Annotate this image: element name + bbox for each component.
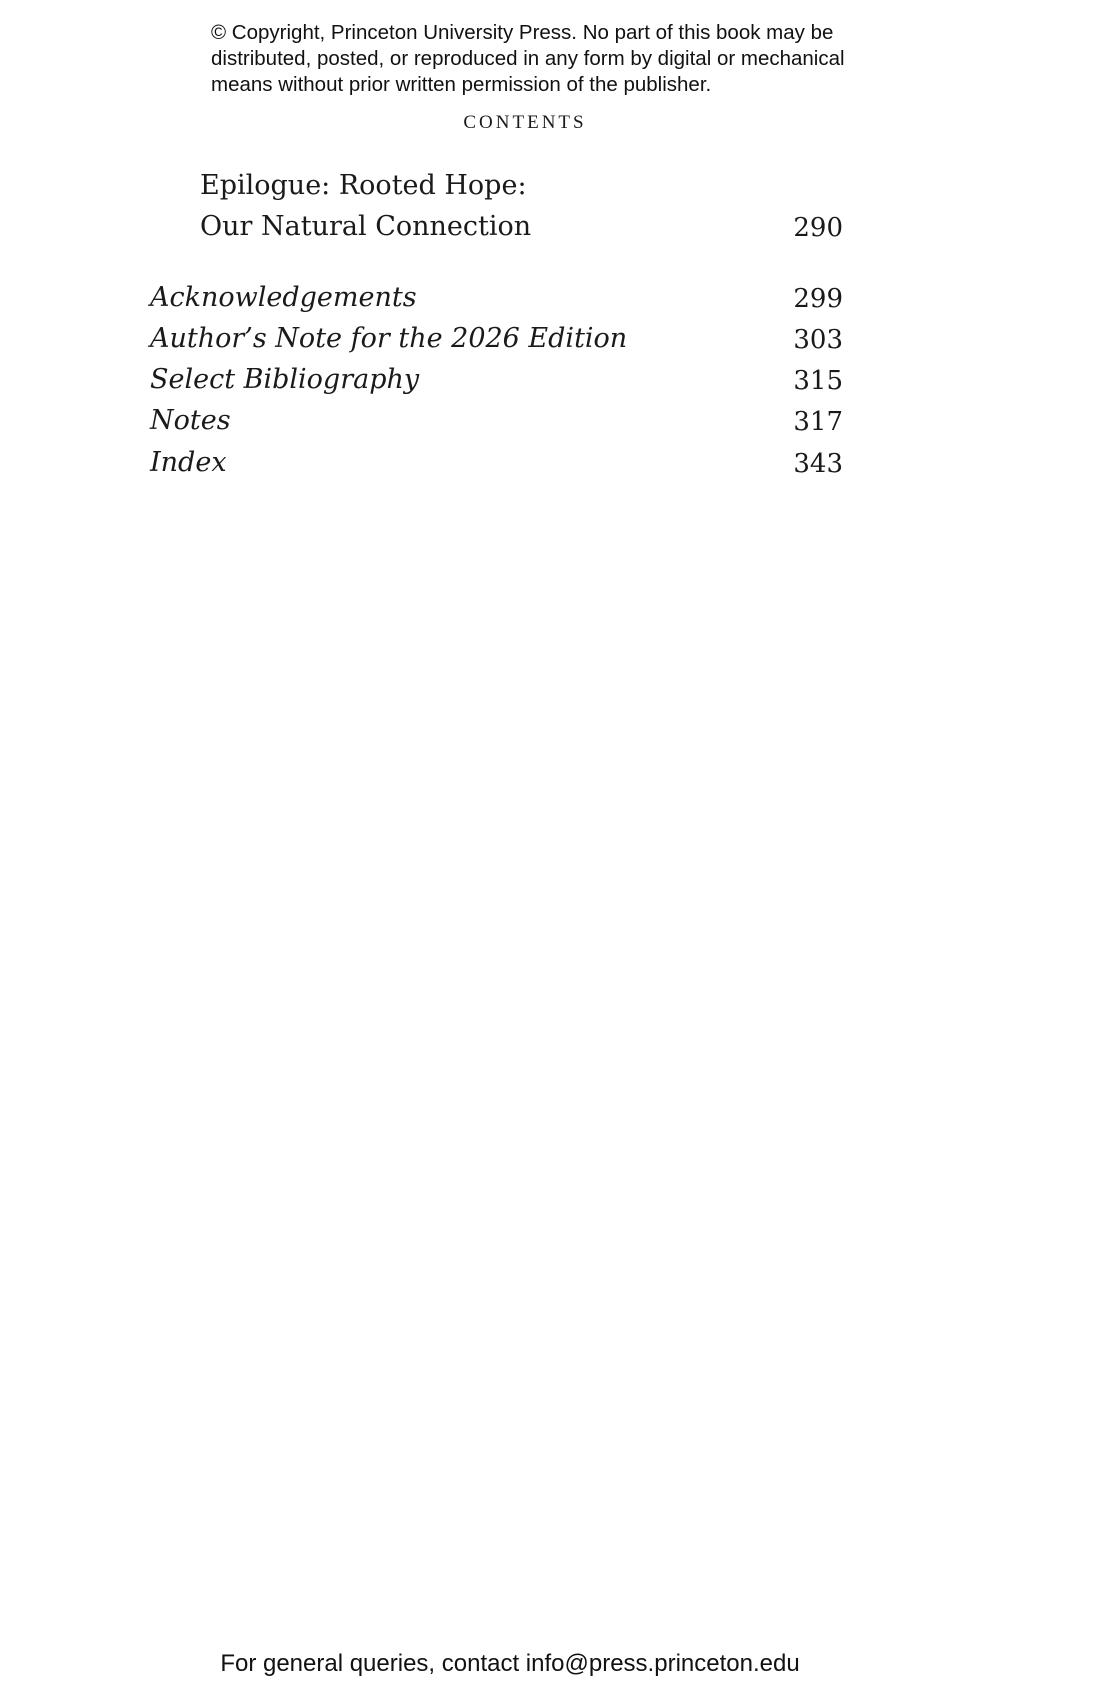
toc-entry-acknowledgements: Acknowledgements bbox=[150, 282, 417, 313]
running-head: CONTENTS bbox=[463, 112, 587, 133]
toc-entry-notes: Notes bbox=[150, 405, 231, 436]
toc-page-authors-note: 303 bbox=[793, 325, 843, 355]
toc-epilogue-page: 290 bbox=[793, 213, 843, 243]
copyright-line: distributed, posted, or reproduced in any form by digital or mechanical bbox=[211, 47, 845, 70]
toc-entry-select-bibliography: Select Bibliography bbox=[150, 364, 420, 395]
toc-page-acknowledgements: 299 bbox=[793, 284, 843, 314]
footer-contact-text: For general queries, contact info@press.princeton.edu bbox=[220, 1650, 800, 1677]
copyright-line: © Copyright, Princeton University Press. No part of this book may be bbox=[211, 21, 834, 44]
toc-entry-index: Index bbox=[150, 447, 227, 478]
toc-page-index: 343 bbox=[793, 449, 843, 479]
toc-epilogue-title-line2: Our Natural Connection bbox=[200, 211, 532, 242]
toc-entry-authors-note: Author’s Note for the 2026 Edition bbox=[150, 323, 628, 354]
copyright-notice bbox=[211, 20, 911, 98]
toc-page-select-bibliography: 315 bbox=[793, 366, 843, 396]
toc-epilogue-title-line1: Epilogue: Rooted Hope: bbox=[200, 170, 527, 201]
toc-page-notes: 317 bbox=[793, 407, 843, 437]
copyright-line: means without prior written permission of the publisher. bbox=[211, 73, 712, 96]
footer-contact bbox=[0, 1650, 1100, 1678]
